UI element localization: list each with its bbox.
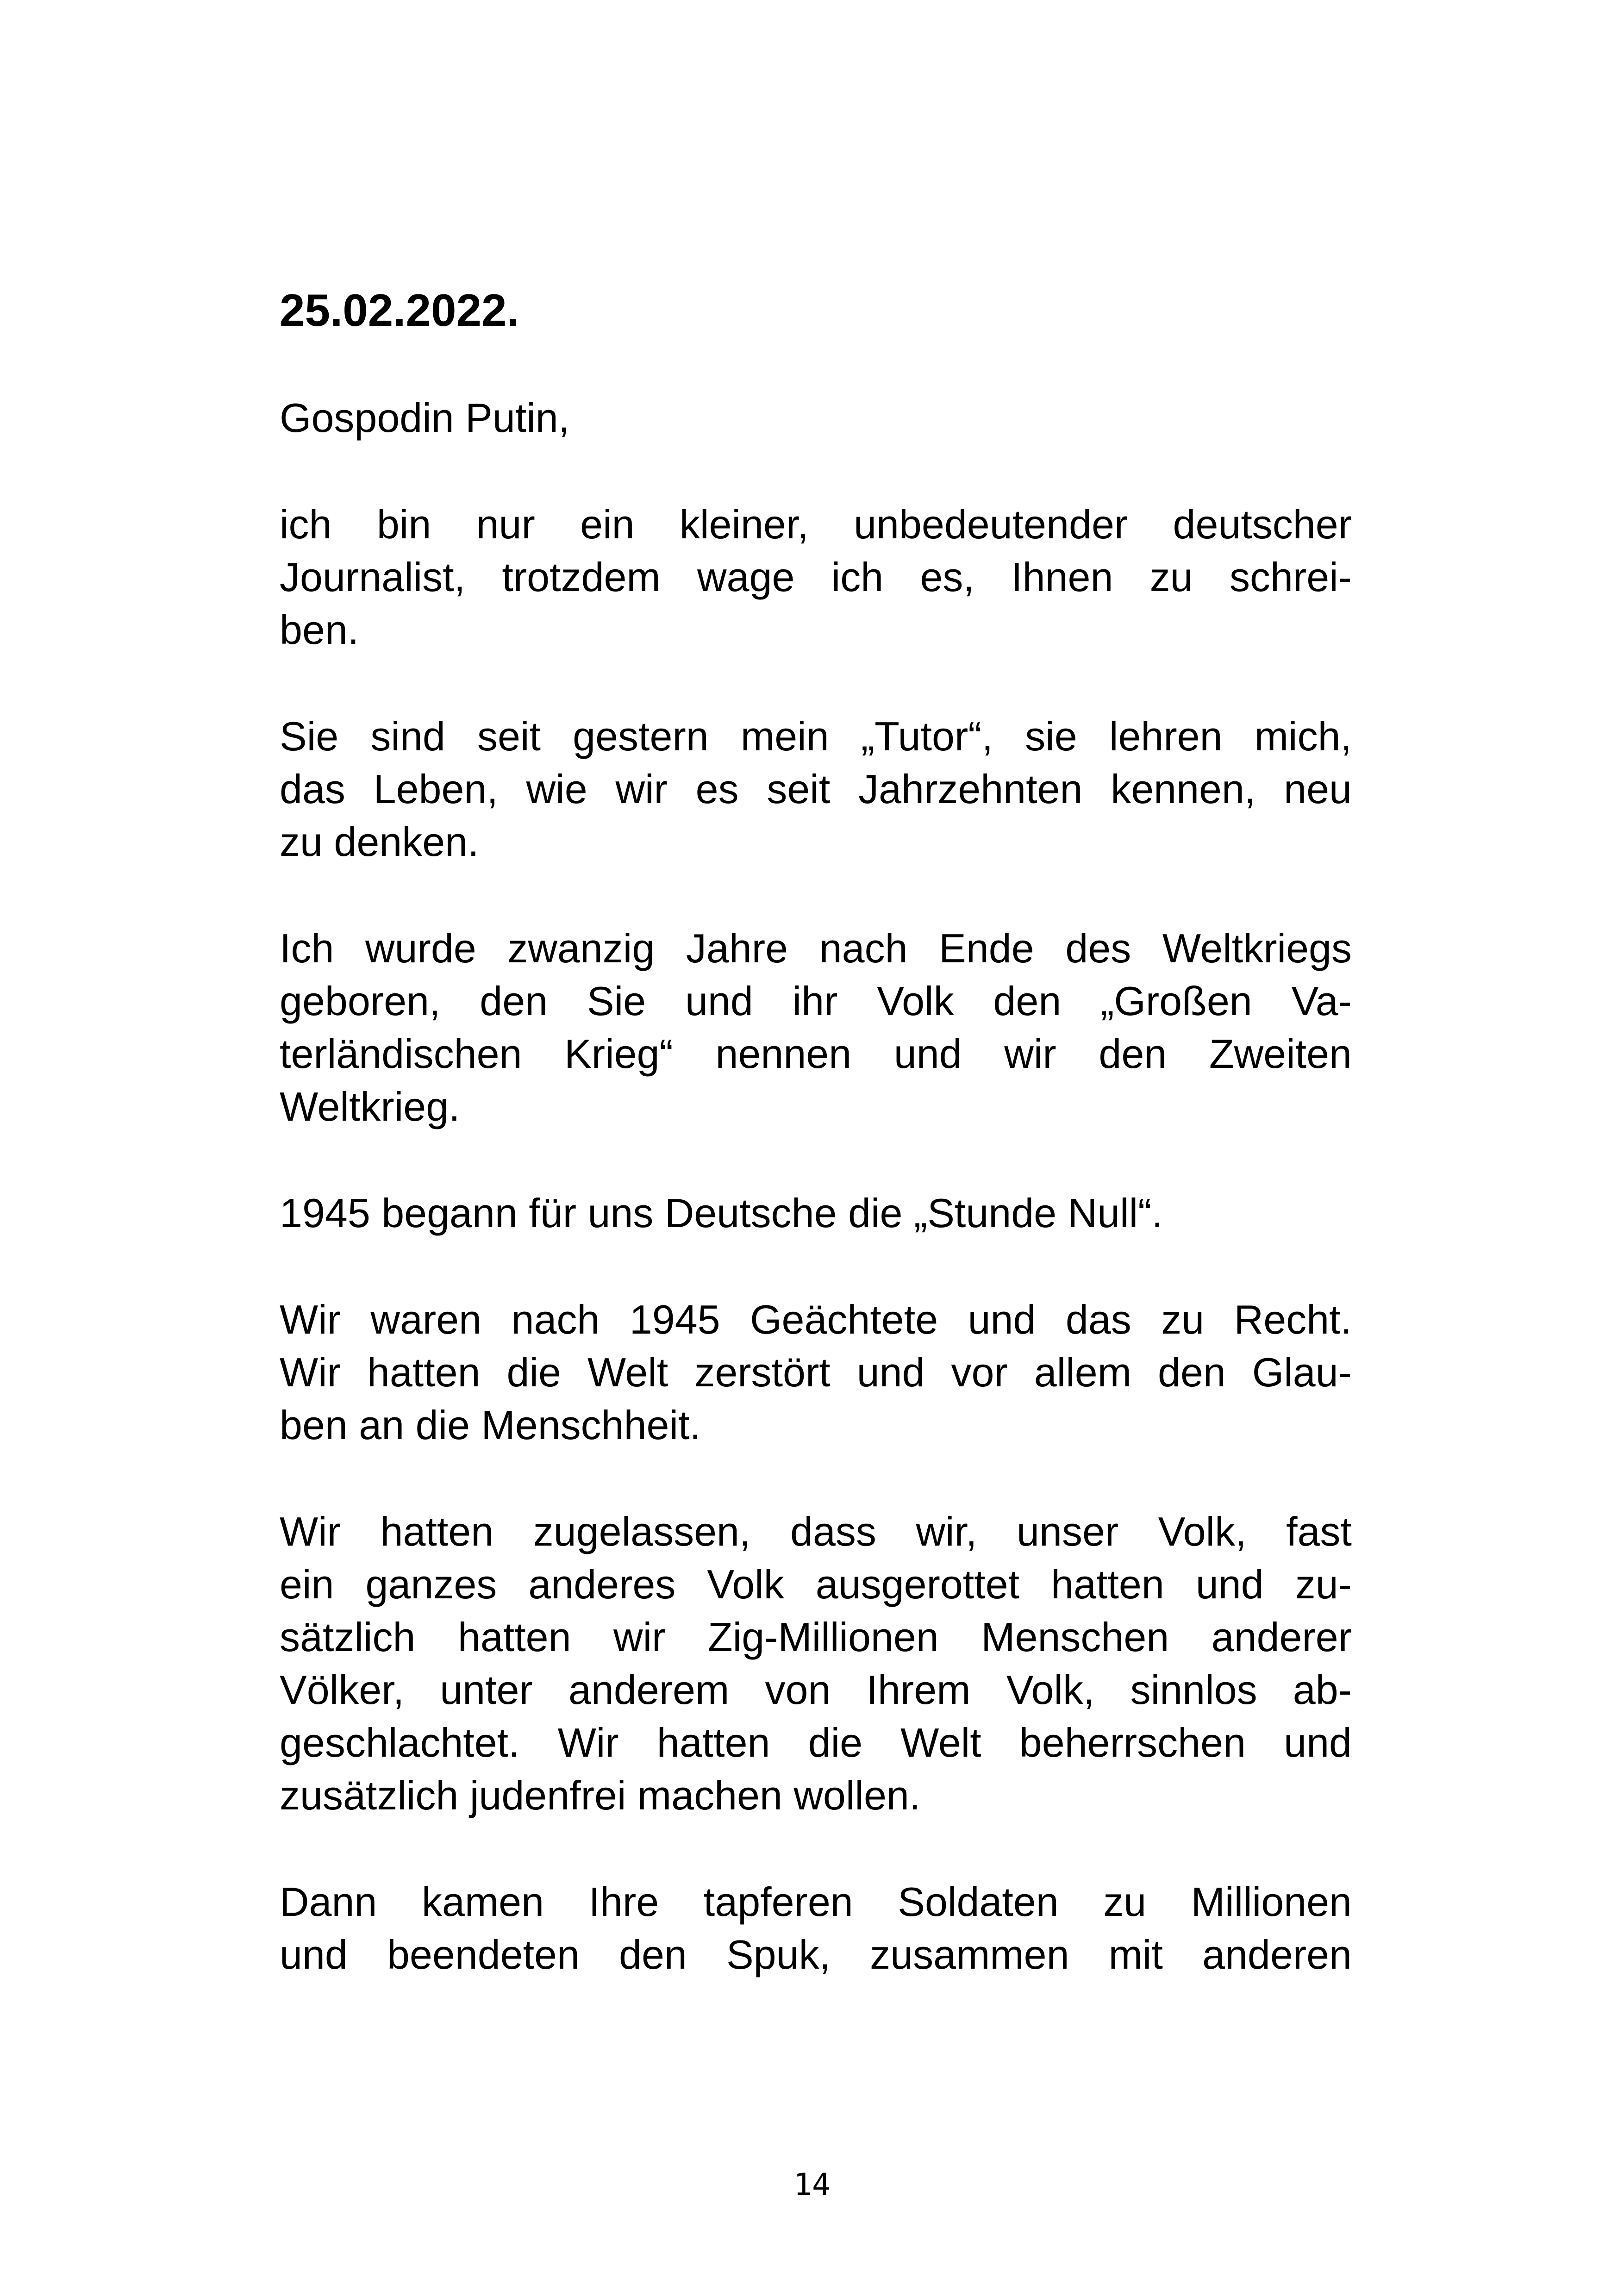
paragraph-line: zu denken.	[280, 819, 479, 865]
paragraph-line: Journalist, trotzdem wage ich es, Ihnen zu schrei-	[280, 554, 1352, 600]
paragraph-line: und beendeten den Spuk, zusammen mit anderen	[280, 1932, 1352, 1977]
paragraph-line: ben.	[280, 607, 359, 653]
letter-date: 25.02.2022.	[280, 285, 519, 336]
paragraph-line: Dann kamen Ihre tapferen Soldaten zu Millionen	[280, 1879, 1352, 1925]
paragraph-line: ben an die Menschheit.	[280, 1402, 701, 1448]
paragraph-line: 1945 begann für uns Deutsche die „Stunde Null“.	[280, 1190, 1163, 1236]
paragraph-line: zusätzlich judenfrei machen wollen.	[280, 1772, 921, 1818]
paragraph-6	[280, 1505, 1352, 1822]
paragraph-line: Wir hatten zugelassen, dass wir, unser Volk, fast	[280, 1509, 1352, 1554]
paragraph-3	[280, 922, 1352, 1133]
paragraph-line: geschlachtet. Wir hatten die Welt beherrschen und	[280, 1720, 1352, 1765]
paragraph-line: geboren, den Sie und ihr Volk den „Großen Va-	[280, 978, 1352, 1024]
page-number: 14	[793, 2167, 831, 2202]
paragraph-line: Wir waren nach 1945 Geächtete und das zu Recht.	[280, 1297, 1352, 1342]
salutation: Gospodin Putin,	[280, 395, 570, 441]
paragraph-line: Ich wurde zwanzig Jahre nach Ende des Weltkriegs	[280, 925, 1352, 971]
letter-body	[280, 282, 1352, 2035]
paragraph-line: Sie sind seit gestern mein „Tutor“, sie lehren mich,	[280, 713, 1352, 759]
paragraph-line: ich bin nur ein kleiner, unbedeutender deutscher	[280, 501, 1352, 547]
paragraph-line: sätzlich hatten wir Zig-Millionen Menschen anderer	[280, 1614, 1352, 1660]
paragraph-line: Weltkrieg.	[280, 1084, 460, 1129]
paragraph-line: Wir hatten die Welt zerstört und vor allem den Glau-	[280, 1349, 1352, 1395]
paragraph-1	[280, 498, 1352, 656]
paragraph-7	[280, 1876, 1352, 1981]
paragraph-2	[280, 710, 1352, 868]
paragraph-line: Völker, unter anderem von Ihrem Volk, sinnlos ab-	[280, 1667, 1352, 1713]
paragraph-4	[280, 1187, 1352, 1240]
paragraph-5	[280, 1293, 1352, 1452]
paragraph-line: das Leben, wie wir es seit Jahrzehnten kennen, neu	[280, 766, 1352, 812]
paragraph-line: ein ganzes anderes Volk ausgerottet hatten und zu-	[280, 1561, 1352, 1607]
paragraph-line: terländischen Krieg“ nennen und wir den Zweiten	[280, 1031, 1352, 1077]
